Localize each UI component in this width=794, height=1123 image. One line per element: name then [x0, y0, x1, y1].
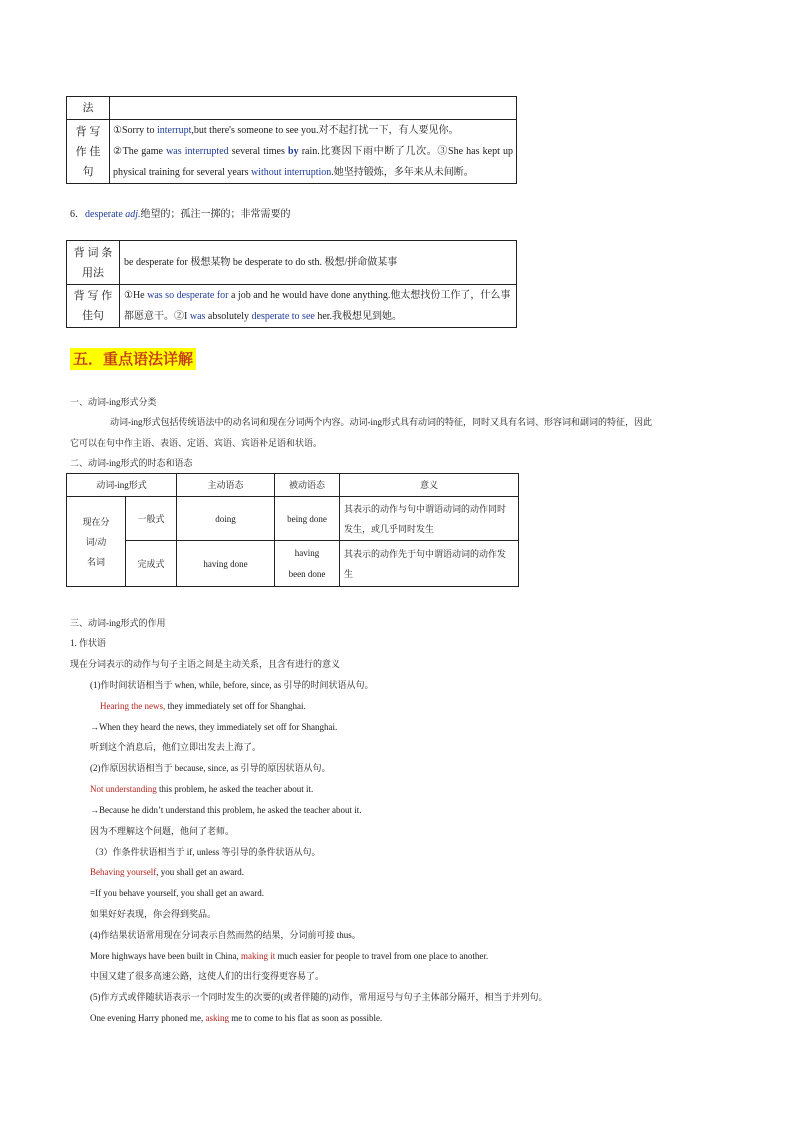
- highlight-text: by: [288, 146, 299, 157]
- row-header-usage: 背 词 条 用法: [67, 241, 120, 285]
- example-line: [90, 929, 361, 942]
- highlight-text: was interrupted: [166, 146, 229, 157]
- example-line: [90, 991, 548, 1004]
- tense-perfect: 完成式: [126, 541, 177, 587]
- example-line: [90, 721, 337, 734]
- item-number: 6．: [70, 209, 85, 220]
- highlight-text: without interruption: [251, 167, 332, 178]
- sentence-text: absolutely: [205, 311, 252, 322]
- sentences-cell: [120, 285, 517, 328]
- line-text: →Because he didn’t understand this problem, he asked the teacher about it.: [90, 805, 362, 815]
- sentence-text: her.我极想见到她。: [314, 311, 403, 322]
- meaning-perfect: 其表示的动作先于句中谓语动词的动作发生: [339, 541, 518, 587]
- row-header-sentences: 背 写 作 佳 句: [67, 120, 110, 184]
- line-text: (1)作时间状语相当于 when, while, before, since, as 引导的时间状语从句。: [90, 680, 374, 690]
- line-text: 如果好好表现，你会得到奖品。: [90, 909, 217, 919]
- example-line: [90, 846, 321, 859]
- line-text: , you shall get an award.: [156, 867, 244, 877]
- active-simple: doing: [176, 497, 274, 541]
- sentence-text: a job and he would have done anything.他太想找份工作了，什么事都愿意干。②I: [124, 290, 511, 322]
- vocab-table-desperate: [66, 240, 517, 328]
- sentence-text: .她坚持锻炼，多年来从未间断。: [331, 167, 474, 178]
- part2-title: 二、动词-ing形式的时态和语态: [70, 458, 193, 468]
- part3-sub1: 1. 作状语: [70, 638, 107, 648]
- row-header-usage: 法: [67, 97, 110, 120]
- example-line: [90, 825, 234, 838]
- red-text: asking: [205, 1013, 229, 1023]
- example-line: [90, 950, 488, 963]
- example-line: [90, 741, 261, 754]
- example-line: [90, 908, 216, 921]
- part3-intro: 现在分词表示的动作与句子主语之间是主动关系，且含有进行的意义: [70, 659, 341, 669]
- vocab-word: desperate: [85, 209, 123, 220]
- sentence-text: ②The game: [113, 146, 167, 157]
- line-text: →When they heard the news, they immediately set off for Shanghai.: [90, 722, 338, 732]
- red-text: Behaving yourself: [90, 867, 157, 877]
- highlight-text: interrupt: [156, 125, 192, 136]
- header-active: 主动语态: [176, 474, 274, 497]
- example-line: [90, 762, 330, 775]
- highlight-text: was: [189, 311, 206, 322]
- part-of-speech: adj.: [125, 209, 141, 220]
- line-text: me to come to his flat as soon as possible.: [228, 1013, 383, 1023]
- active-perfect: having done: [176, 541, 274, 587]
- highlight-text: desperate to see: [251, 311, 315, 322]
- ing-form-table: [66, 473, 519, 587]
- header-form: 动词-ing形式: [67, 474, 177, 497]
- usage-cell: be desperate for 极想某物 be desperate to do sth. 极想/拼命做某事: [120, 241, 517, 285]
- example-line: [90, 679, 373, 692]
- sentence-text: ①He: [124, 290, 148, 301]
- usage-cell-empty: [110, 97, 517, 120]
- vocab-table-interrupt: [66, 96, 517, 184]
- example-line: [90, 970, 324, 983]
- line-text: (5)作方式或伴随状语表示一个同时发生的次要的(或者伴随的)动作，常用逗号与句子主体部分隔开，相当于并列句。: [90, 992, 548, 1002]
- line-text: (2)作原因状语相当于 because, since, as 引导的原因状语从句。: [90, 763, 331, 773]
- line-text: they immediately set off for Shanghai.: [165, 701, 306, 711]
- sentence-text: rain.比赛因下雨中断了几次。③She has kept up physical training for several years: [113, 146, 513, 178]
- sentences-cell: [110, 120, 517, 184]
- line-text: 中国又建了很多高速公路，这使人们的出行变得更容易了。: [90, 971, 325, 981]
- example-line: [90, 804, 362, 817]
- passive-simple: being done: [274, 497, 339, 541]
- sentence-text: ,but there's someone to see you.对不起打扰一下，有人要见你。: [191, 125, 459, 136]
- red-text: making it: [240, 951, 276, 961]
- line-text: much easier for people to travel from one place to another.: [275, 951, 489, 961]
- part3-title: 三、动词-ing形式的作用: [70, 618, 166, 628]
- highlight-text: was so desperate for: [147, 290, 229, 301]
- line-text: One evening Harry phoned me,: [90, 1013, 206, 1023]
- example-line: [90, 783, 313, 796]
- part1-title: 一、动词-ing形式分类: [70, 397, 157, 407]
- example-line: [90, 866, 244, 879]
- row-label: 现在分 词/动 名词: [67, 497, 126, 587]
- sentence-text: ①Sorry to: [113, 125, 157, 136]
- line-text: (4)作结果状语常用现在分词表示自然而然的结果，分词前可接 thus。: [90, 930, 361, 940]
- vocab-meaning: 绝望的；孤注一掷的；非常需要的: [140, 209, 291, 220]
- red-text: Not understanding: [90, 784, 157, 794]
- header-meaning: 意义: [339, 474, 518, 497]
- section-title: 五．重点语法详解: [70, 348, 196, 370]
- meaning-simple: 其表示的动作与句中谓语动词的动作同时发生，或几乎同时发生: [339, 497, 518, 541]
- line-text: More highways have been built in China,: [90, 951, 241, 961]
- header-passive: 被动语态: [274, 474, 339, 497]
- line-text: this problem, he asked the teacher about it.: [156, 784, 314, 794]
- example-line: [90, 1012, 382, 1025]
- red-text: Hearing the news,: [100, 701, 166, 711]
- item-6-line: [70, 208, 291, 222]
- sentence-text: several times: [228, 146, 289, 157]
- part1-body-line2: 它可以在句中作主语、表语、定语、宾语、宾语补足语和状语。: [70, 438, 323, 448]
- line-text: 听到这个消息后，他们立即出发去上海了。: [90, 742, 262, 752]
- line-text: （3）作条件状语相当于 if, unless 等引导的条件状语从句。: [90, 847, 321, 857]
- tense-simple: 一般式: [126, 497, 177, 541]
- example-line: [100, 700, 306, 713]
- part1-body-line1: 动词-ing形式包括传统语法中的动名词和现在分词两个内容。动词-ing形式具有动词的特征，同时又具有名词、形容词和副词的特征，因此: [110, 417, 652, 427]
- example-line: [90, 887, 264, 900]
- line-text: 因为不理解这个问题，他问了老师。: [90, 826, 235, 836]
- passive-perfect: having been done: [274, 541, 339, 587]
- row-header-sentences: 背 写 作 佳句: [67, 285, 120, 328]
- line-text: =If you behave yourself, you shall get an award.: [90, 888, 265, 898]
